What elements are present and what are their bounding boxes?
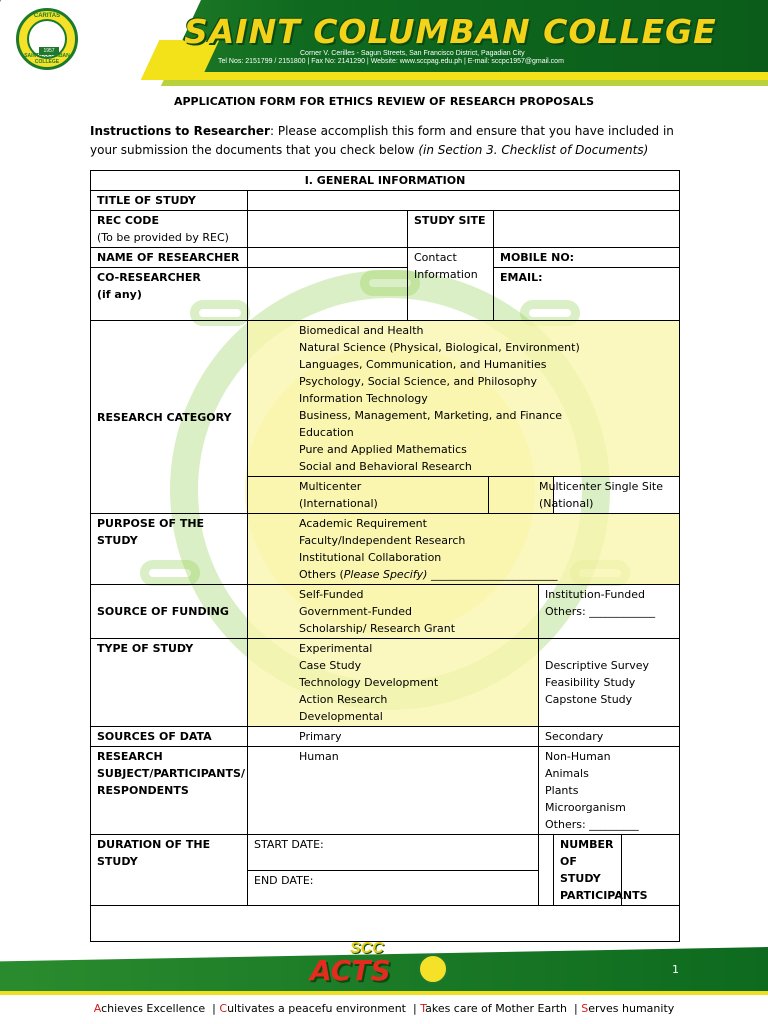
motto-text: chieves Excellence [101, 1002, 206, 1015]
type-of-study-option[interactable]: Case Study [299, 659, 362, 672]
rec-code-label [91, 211, 248, 248]
funding-label: SOURCE OF FUNDING [91, 585, 248, 639]
purpose-option-others[interactable] [299, 566, 673, 583]
motto-text: akes care of Mother Earth [425, 1002, 568, 1015]
subjects-label-line1: RESEARCH [97, 750, 163, 763]
subjects-option[interactable]: Animals [545, 767, 589, 780]
duration-label [91, 835, 248, 906]
instructions [90, 122, 690, 160]
motto-initial: A [93, 1002, 102, 1015]
sources-of-data-label: SOURCES OF DATA [91, 727, 248, 747]
funding-option[interactable]: Government-Funded [299, 605, 412, 618]
site-multicenter-national[interactable] [489, 477, 602, 514]
contact-information-label: Contact Information [408, 248, 494, 321]
type-of-study-option[interactable]: Capstone Study [545, 693, 633, 706]
duration-label-line1: DURATION OF THE [97, 838, 211, 851]
mobile-no-field[interactable]: MOBILE NO: [494, 248, 680, 268]
purpose-option[interactable]: Faculty/Independent Research [299, 534, 466, 547]
subjects-human[interactable]: Human [248, 747, 539, 835]
research-category-label: RESEARCH CATEGORY [91, 321, 248, 514]
site-single[interactable]: Single Site [554, 477, 680, 514]
research-category-option[interactable]: Languages, Communication, and Humanities [299, 358, 547, 371]
study-site-label: STUDY SITE [408, 211, 494, 248]
research-category-option[interactable]: Natural Science (Physical, Biological, Environment) [299, 341, 580, 354]
site-national-line2: (National) [539, 497, 594, 510]
subjects-option[interactable]: Non-Human [545, 750, 611, 763]
type-of-study-option[interactable]: Developmental [299, 710, 383, 723]
site-multicenter-international[interactable] [248, 477, 489, 514]
page-header [0, 0, 768, 86]
research-category-option[interactable]: Pure and Applied Mathematics [299, 443, 467, 456]
college-address: Corner V. Cerilles - Sagun Streets, San Francisco District, Pagadian City [300, 50, 525, 57]
purpose-option[interactable]: Institutional Collaboration [299, 551, 442, 564]
funding-left-options[interactable] [248, 585, 539, 639]
instructions-label: Instructions to Researcher [90, 124, 270, 138]
type-of-study-option[interactable]: Feasibility Study [545, 676, 636, 689]
title-of-study-field[interactable] [248, 191, 680, 211]
section-header: I. GENERAL INFORMATION [91, 171, 680, 191]
subjects-option[interactable]: Others: _________ [545, 818, 639, 831]
subjects-label [91, 747, 248, 835]
site-national-line1: Multicenter [539, 480, 602, 493]
research-category-option[interactable]: Social and Behavioral Research [299, 460, 472, 473]
motto-initial: S [581, 1002, 589, 1015]
research-category-option[interactable]: Education [299, 426, 354, 439]
purpose-others-prefix: Others ( [299, 568, 344, 581]
participants-label-line1: NUMBER OF [560, 838, 614, 868]
duration-label-line2: STUDY [97, 855, 138, 868]
college-contact: Tel Nos: 2151799 / 2151800 | Fax No: 2141290 | Website: www.sccpag.edu.ph | E-mail: sccpc1957@gmail.com [218, 58, 564, 65]
acts-seal-icon [418, 954, 448, 984]
email-field[interactable]: EMAIL: [494, 268, 680, 321]
participants-label [554, 835, 648, 906]
research-category-option[interactable]: Psychology, Social Science, and Philosophy [299, 375, 538, 388]
research-category-options[interactable] [248, 321, 680, 477]
logo-bottom-text: SAINT COLUMBAN COLLEGE [24, 53, 70, 65]
rec-code-note: (To be provided by REC) [97, 231, 229, 244]
rec-code-field[interactable] [248, 211, 408, 248]
scc-acts-logo [310, 940, 460, 992]
logo-top-text: CARITAS [33, 13, 61, 19]
end-date-field[interactable]: END DATE: [248, 870, 539, 906]
instructions-italic: (in Section 3. Checklist of Documents) [418, 143, 649, 157]
subjects-label-line2: SUBJECT/PARTICIPANTS/ [97, 767, 245, 780]
instructions-text: : Please accomplish this form and ensure that you have included in your submission the documents that you check below [90, 124, 674, 157]
purpose-others-italic: Please Specify) [343, 568, 428, 581]
participants-label-line2: STUDY [560, 872, 601, 885]
sources-of-data-primary[interactable]: Primary [248, 727, 539, 747]
purpose-label: PURPOSE OF THE STUDY [91, 514, 248, 585]
motto-initial: T [420, 1002, 426, 1015]
co-researcher-title: CO-RESEARCHER [97, 271, 201, 284]
name-of-researcher-field[interactable] [248, 248, 408, 268]
type-of-study-label: TYPE OF STUDY [91, 639, 248, 727]
subjects-label-line3: RESPONDENTS [97, 784, 189, 797]
type-of-study-right-options[interactable] [539, 639, 680, 727]
college-name: SAINT COLUMBAN COLLEGE [184, 12, 717, 51]
research-category-option[interactable]: Biomedical and Health [299, 324, 424, 337]
co-researcher-note: (if any) [97, 288, 142, 301]
sources-of-data-secondary[interactable]: Secondary [539, 727, 680, 747]
site-international-line2: (International) [299, 497, 378, 510]
research-category-option[interactable]: Business, Management, Marketing, and Finance [299, 409, 563, 422]
purpose-others-line[interactable]: _______________________ [427, 568, 558, 581]
site-international-line1: Multicenter [299, 480, 362, 493]
funding-option[interactable]: Institution-Funded [545, 588, 646, 601]
type-of-study-option[interactable]: Experimental [299, 642, 373, 655]
co-researcher-field[interactable] [248, 268, 408, 321]
acts-logo-top: SCC [350, 940, 384, 957]
subjects-option[interactable]: Microorganism [545, 801, 626, 814]
subjects-right-options[interactable] [539, 747, 680, 835]
name-of-researcher-label: NAME OF RESEARCHER [91, 248, 248, 268]
college-motto: Achieves Excellence | Cultivates a peacefu environment | Takes care of Mother Earth | Serves humanity [93, 1002, 675, 1015]
logo-year: 1957 [39, 47, 59, 55]
purpose-options[interactable] [248, 514, 680, 585]
start-date-field[interactable]: START DATE: [248, 835, 539, 871]
college-seal-logo [16, 8, 78, 70]
general-information-table [90, 170, 680, 942]
motto-initial: C [219, 1002, 228, 1015]
acts-logo-main: ACTS [310, 954, 391, 987]
duration-spacer [539, 835, 554, 906]
funding-option[interactable]: Self-Funded [299, 588, 364, 601]
subjects-option[interactable]: Plants [545, 784, 579, 797]
purpose-option[interactable]: Academic Requirement [299, 517, 427, 530]
research-category-option[interactable]: Information Technology [299, 392, 428, 405]
participants-label-line3: PARTICIPANTS [560, 889, 648, 902]
funding-right-options[interactable] [539, 585, 680, 639]
motto-text: erves humanity [588, 1002, 675, 1015]
funding-option[interactable]: Scholarship/ Research Grant [299, 622, 456, 635]
type-of-study-left-options[interactable] [248, 639, 539, 727]
type-of-study-option[interactable]: Action Research [299, 693, 388, 706]
type-of-study-option[interactable]: Technology Development [299, 676, 439, 689]
study-site-field[interactable] [494, 211, 680, 248]
co-researcher-label [91, 268, 248, 321]
rec-code-title: REC CODE [97, 214, 159, 227]
type-of-study-option[interactable]: Descriptive Survey [545, 659, 649, 672]
page-number: 1 [672, 963, 679, 976]
title-of-study-label: TITLE OF STUDY [91, 191, 248, 211]
page-footer [0, 935, 768, 1024]
funding-option[interactable]: Others: ____________ [545, 605, 656, 618]
motto-text: ultivates a peacefu environment [227, 1002, 406, 1015]
form-title: APPLICATION FORM FOR ETHICS REVIEW OF RESEARCH PROPOSALS [173, 95, 594, 108]
